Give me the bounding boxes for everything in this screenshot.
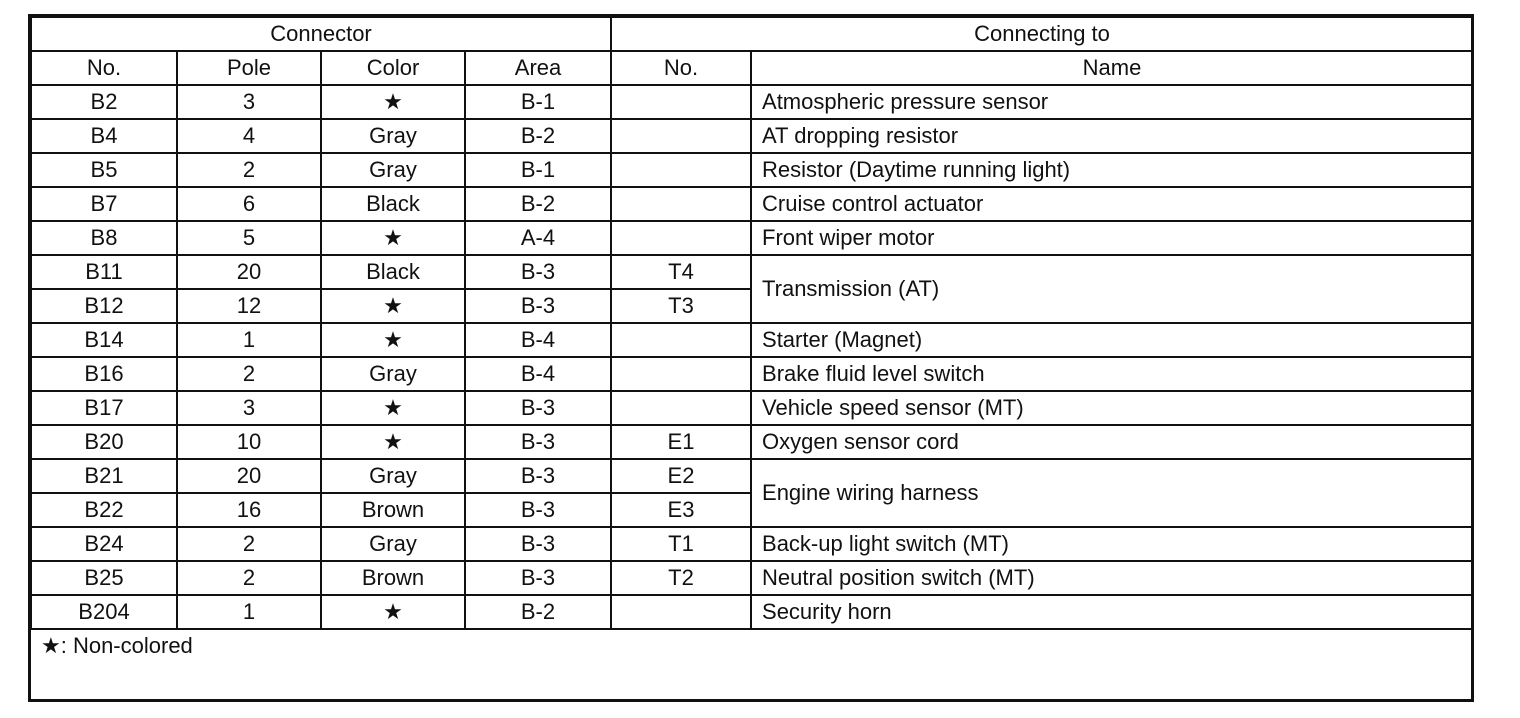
- color-cell: ★: [321, 425, 465, 459]
- connecting-no-cell: [611, 187, 751, 221]
- name-cell: Atmospheric pressure sensor: [751, 85, 1473, 119]
- pole-cell: 2: [177, 527, 321, 561]
- name-cell: Starter (Magnet): [751, 323, 1473, 357]
- pole-cell: 1: [177, 595, 321, 629]
- connector-no-cell: B25: [31, 561, 177, 595]
- connector-no-cell: B17: [31, 391, 177, 425]
- pole-cell: 6: [177, 187, 321, 221]
- table-row: [31, 391, 1473, 425]
- color-cell: Black: [321, 187, 465, 221]
- area-cell: B-3: [465, 255, 611, 289]
- connector-no-cell: B20: [31, 425, 177, 459]
- area-cell: B-2: [465, 187, 611, 221]
- connector-no-cell: B4: [31, 119, 177, 153]
- connecting-no-cell: T1: [611, 527, 751, 561]
- area-cell: B-2: [465, 119, 611, 153]
- name-column-header: Name: [751, 51, 1473, 85]
- color-cell: ★: [321, 595, 465, 629]
- column-header-row: [31, 51, 1473, 85]
- group-header-row: [31, 17, 1473, 51]
- connector-no-cell: B7: [31, 187, 177, 221]
- connecting-no-cell: [611, 595, 751, 629]
- table-row: [31, 425, 1473, 459]
- connecting-no-column-header: No.: [611, 51, 751, 85]
- area-cell: B-3: [465, 459, 611, 493]
- connecting-no-cell: [611, 323, 751, 357]
- connector-no-cell: B5: [31, 153, 177, 187]
- name-cell: Resistor (Daytime running light): [751, 153, 1473, 187]
- no-column-header: No.: [31, 51, 177, 85]
- color-cell: ★: [321, 221, 465, 255]
- pole-cell: 2: [177, 561, 321, 595]
- pole-cell: 16: [177, 493, 321, 527]
- name-cell: Brake fluid level switch: [751, 357, 1473, 391]
- color-column-header: Color: [321, 51, 465, 85]
- connecting-no-cell: T3: [611, 289, 751, 323]
- table-row: [31, 357, 1473, 391]
- area-cell: B-3: [465, 527, 611, 561]
- name-cell: Security horn: [751, 595, 1473, 629]
- table-row: [31, 153, 1473, 187]
- area-cell: B-1: [465, 85, 611, 119]
- color-cell: Black: [321, 255, 465, 289]
- name-cell: Cruise control actuator: [751, 187, 1473, 221]
- pole-cell: 2: [177, 153, 321, 187]
- name-cell: Front wiper motor: [751, 221, 1473, 255]
- connecting-to-group-header: Connecting to: [611, 17, 1473, 51]
- footnote: ★: Non-colored: [31, 629, 1473, 662]
- footnote-row: [31, 629, 1473, 662]
- connecting-no-cell: T2: [611, 561, 751, 595]
- table-row: [31, 187, 1473, 221]
- pole-cell: 5: [177, 221, 321, 255]
- table-row: [31, 255, 1473, 289]
- area-cell: B-4: [465, 323, 611, 357]
- color-cell: ★: [321, 323, 465, 357]
- area-cell: B-3: [465, 289, 611, 323]
- color-cell: ★: [321, 85, 465, 119]
- area-column-header: Area: [465, 51, 611, 85]
- color-cell: Gray: [321, 459, 465, 493]
- name-cell: Neutral position switch (MT): [751, 561, 1473, 595]
- pole-cell: 4: [177, 119, 321, 153]
- area-cell: B-3: [465, 425, 611, 459]
- table-row: [31, 323, 1473, 357]
- pole-cell: 3: [177, 391, 321, 425]
- connecting-no-cell: [611, 119, 751, 153]
- color-cell: ★: [321, 289, 465, 323]
- name-cell: Engine wiring harness: [751, 459, 1473, 527]
- color-cell: ★: [321, 391, 465, 425]
- name-cell: Oxygen sensor cord: [751, 425, 1473, 459]
- name-cell: Transmission (AT): [751, 255, 1473, 323]
- color-cell: Brown: [321, 493, 465, 527]
- connector-no-cell: B21: [31, 459, 177, 493]
- area-cell: B-4: [465, 357, 611, 391]
- area-cell: B-3: [465, 561, 611, 595]
- color-cell: Gray: [321, 119, 465, 153]
- color-cell: Gray: [321, 527, 465, 561]
- connector-no-cell: B12: [31, 289, 177, 323]
- pole-column-header: Pole: [177, 51, 321, 85]
- connecting-no-cell: [611, 357, 751, 391]
- connector-group-header: Connector: [31, 17, 611, 51]
- connecting-no-cell: E2: [611, 459, 751, 493]
- connector-no-cell: B11: [31, 255, 177, 289]
- connecting-no-cell: [611, 221, 751, 255]
- table-row: [31, 119, 1473, 153]
- connecting-no-cell: [611, 85, 751, 119]
- name-cell: Vehicle speed sensor (MT): [751, 391, 1473, 425]
- table-row: [31, 221, 1473, 255]
- connector-no-cell: B22: [31, 493, 177, 527]
- table-row: [31, 595, 1473, 629]
- pole-cell: 20: [177, 255, 321, 289]
- connector-no-cell: B16: [31, 357, 177, 391]
- connecting-no-cell: [611, 391, 751, 425]
- pole-cell: 2: [177, 357, 321, 391]
- area-cell: A-4: [465, 221, 611, 255]
- connecting-no-cell: T4: [611, 255, 751, 289]
- connector-no-cell: B14: [31, 323, 177, 357]
- connector-no-cell: B204: [31, 595, 177, 629]
- connecting-no-cell: E1: [611, 425, 751, 459]
- name-cell: Back-up light switch (MT): [751, 527, 1473, 561]
- pole-cell: 1: [177, 323, 321, 357]
- connecting-no-cell: E3: [611, 493, 751, 527]
- connector-no-cell: B8: [31, 221, 177, 255]
- color-cell: Brown: [321, 561, 465, 595]
- pole-cell: 3: [177, 85, 321, 119]
- area-cell: B-3: [465, 493, 611, 527]
- table-row: [31, 527, 1473, 561]
- color-cell: Gray: [321, 153, 465, 187]
- table-row: [31, 85, 1473, 119]
- name-cell: AT dropping resistor: [751, 119, 1473, 153]
- connector-table: [30, 16, 1474, 662]
- connector-no-cell: B24: [31, 527, 177, 561]
- table-row: [31, 561, 1473, 595]
- pole-cell: 10: [177, 425, 321, 459]
- connecting-no-cell: [611, 153, 751, 187]
- area-cell: B-3: [465, 391, 611, 425]
- area-cell: B-1: [465, 153, 611, 187]
- pole-cell: 20: [177, 459, 321, 493]
- table-row: [31, 459, 1473, 493]
- connector-no-cell: B2: [31, 85, 177, 119]
- pole-cell: 12: [177, 289, 321, 323]
- color-cell: Gray: [321, 357, 465, 391]
- area-cell: B-2: [465, 595, 611, 629]
